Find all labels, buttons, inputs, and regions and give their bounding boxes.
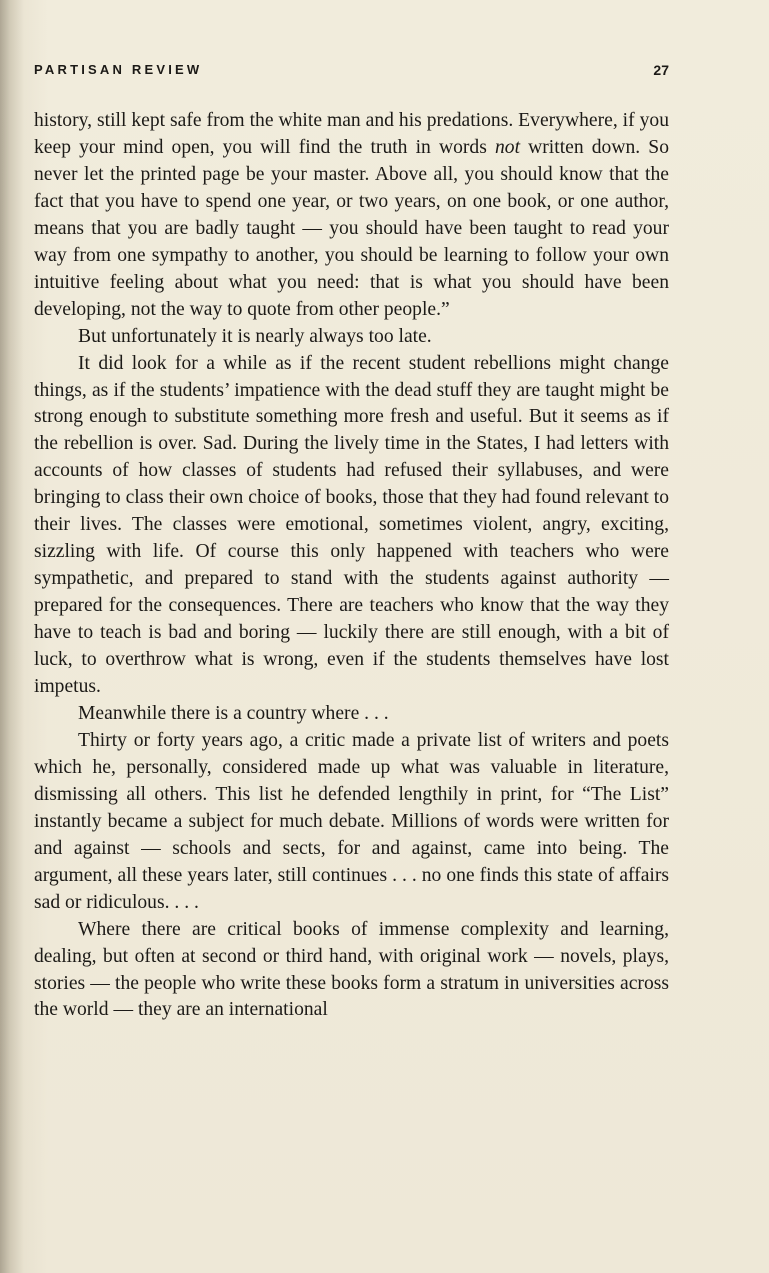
running-head: PARTISAN REVIEW (34, 62, 203, 77)
page-header (34, 62, 669, 86)
paragraph-3: It did look for a while as if the recent student rebellions might change things, as if the students’ impatience with the dead stuff they are taught might be strong enough to substitute something more fresh and useful. But it seems as if the rebellion is over. Sad. During the lively time in the States, I had letters with accounts of how classes of students had refused their syllabuses, and were bringing to class their own choice of books, those that they had found relevant to their lives. The classes were emotional, sometimes violent, angry, exciting, sizzling with life. Of course this only happened with teachers who were sympathetic, and prepared to stand with the students against authority — prepared for the consequences. There are teachers who know that the way they have to teach is bad and boring — luckily there are still enough, with a bit of luck, to overthrow what is wrong, even if the students themselves have lost impetus. (34, 352, 669, 698)
paragraph-6: Where there are critical books of immense complexity and learning, dealing, but often at second or third hand, with original work — novels, plays, stories — the people who write these books form a stratum in universities across the world — they are an international (34, 918, 669, 1021)
body-text (34, 108, 669, 1024)
paragraph-1: history, still kept safe from the white man and his predations. Everywhere, if you keep your mind open, you will find the truth in words not written down. So never let the printed page be your master. Above all, you should know that the fact that you have to spend one year, or two years, on one book, or one author, means that you are badly taught — you should have been taught to read your way from one sympathy to another, you should be learning to follow your own intuitive feeling about what you need: that is what you should have been developing, not the way to quote from other people.” (34, 110, 669, 320)
emphasis-not: not (494, 136, 521, 158)
paragraph-2: But unfortunately it is nearly always too late. (78, 325, 432, 347)
page-number: 27 (653, 62, 669, 78)
paragraph-5: Thirty or forty years ago, a critic made a private list of writers and poets which he, personally, considered made up what was valuable in literature, dismissing all others. This list he defended lengthily in print, for “The List” instantly became a subject for much debate. Millions of words were written for and against — schools and sects, for and against, came into being. The argument, all these years later, still continues . . . no one finds this state of affairs sad or ridiculous. . . . (34, 729, 669, 913)
paragraph-4: Meanwhile there is a country where . . . (78, 702, 389, 724)
